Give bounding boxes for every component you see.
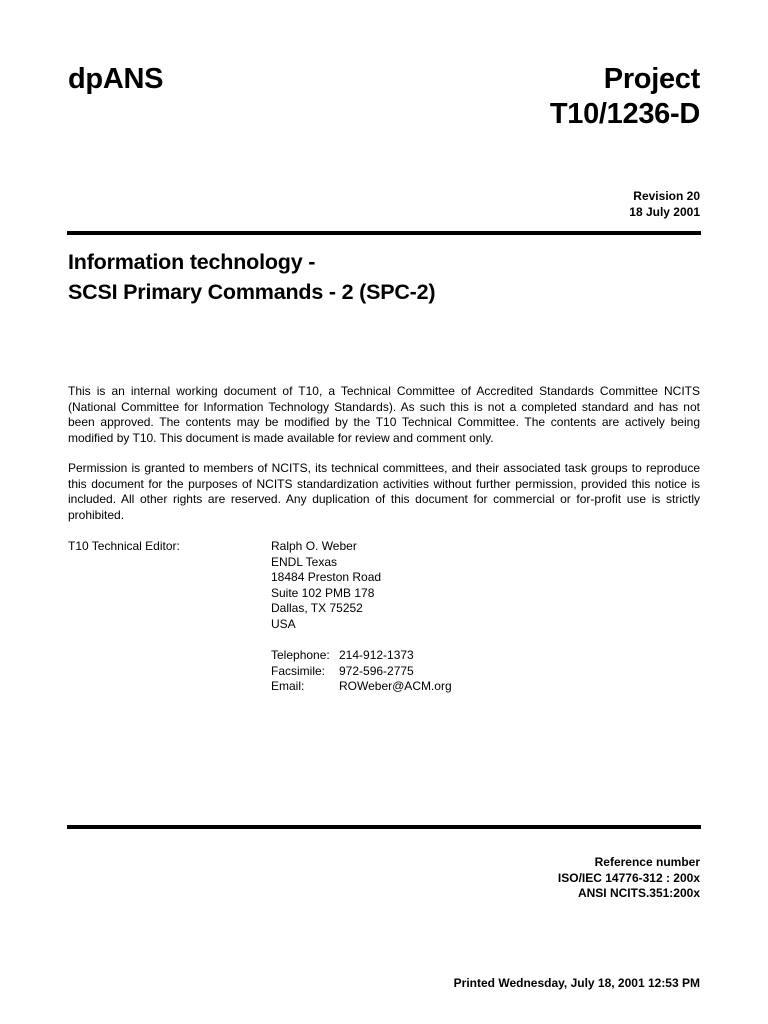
editor-city: Dallas, TX 75252	[271, 601, 363, 615]
contact-facsimile	[271, 664, 452, 680]
editor-name: Ralph O. Weber	[271, 539, 357, 553]
reference-ansi: ANSI NCITS.351:200x	[577, 886, 700, 900]
printed-timestamp: Printed Wednesday, July 18, 2001 12:53 PM	[453, 976, 700, 990]
telephone-label: Telephone:	[271, 648, 330, 662]
revision-date: 18 July 2001	[629, 205, 700, 219]
facsimile-value: 972-596-2775	[339, 663, 414, 678]
reference-iso: ISO/IEC 14776-312 : 200x	[557, 870, 700, 885]
doc-status-label: dpANS	[68, 63, 164, 95]
document-title	[68, 247, 435, 307]
editor-street: 18484 Preston Road	[271, 570, 382, 584]
editor-country: USA	[271, 616, 296, 631]
top-divider	[67, 231, 701, 235]
editor-company: ENDL Texas	[271, 554, 338, 569]
editor-suite: Suite 102 PMB 178	[271, 585, 375, 600]
project-number: T10/1236-D	[549, 98, 700, 130]
title-line-2: SCSI Primary Commands - 2 (SPC-2)	[68, 280, 436, 304]
title-line-1: Information technology -	[68, 250, 316, 274]
bottom-divider	[67, 825, 701, 829]
email-value: ROWeber@ACM.org	[339, 679, 452, 693]
email-label: Email:	[271, 679, 305, 693]
revision-block	[629, 188, 700, 220]
reference-heading: Reference number	[594, 855, 700, 869]
revision-number: Revision 20	[633, 189, 700, 203]
reference-block	[558, 855, 700, 902]
project-heading	[550, 62, 700, 132]
working-document-notice: This is an internal working document of T10, a Technical Committee of Accredited Standards Committee NCITS (National Committee for Information Technology Standards). As such this is not a completed standard and has not been approved. The contents may be modified by the T10 Technical Committee. The contents are actively being modified by T10. This document is made available for review and comment only.	[68, 384, 700, 445]
contact-email	[271, 679, 452, 695]
telephone-value: 214-912-1373	[339, 648, 414, 662]
facsimile-label: Facsimile:	[271, 663, 326, 678]
permission-notice: Permission is granted to members of NCITS, its technical committees, and their associated task groups to reproduce this document for the purposes of NCITS standardization activities without further permission, provided this notice is included. All other rights are reserved. Any duplication of this document for commercial or for-profit use is strictly prohibited.	[68, 461, 700, 522]
project-label: Project	[603, 63, 700, 95]
editor-contacts	[271, 648, 452, 695]
contact-telephone	[271, 648, 452, 664]
editor-address	[271, 539, 381, 632]
editor-label: T10 Technical Editor:	[68, 539, 180, 553]
